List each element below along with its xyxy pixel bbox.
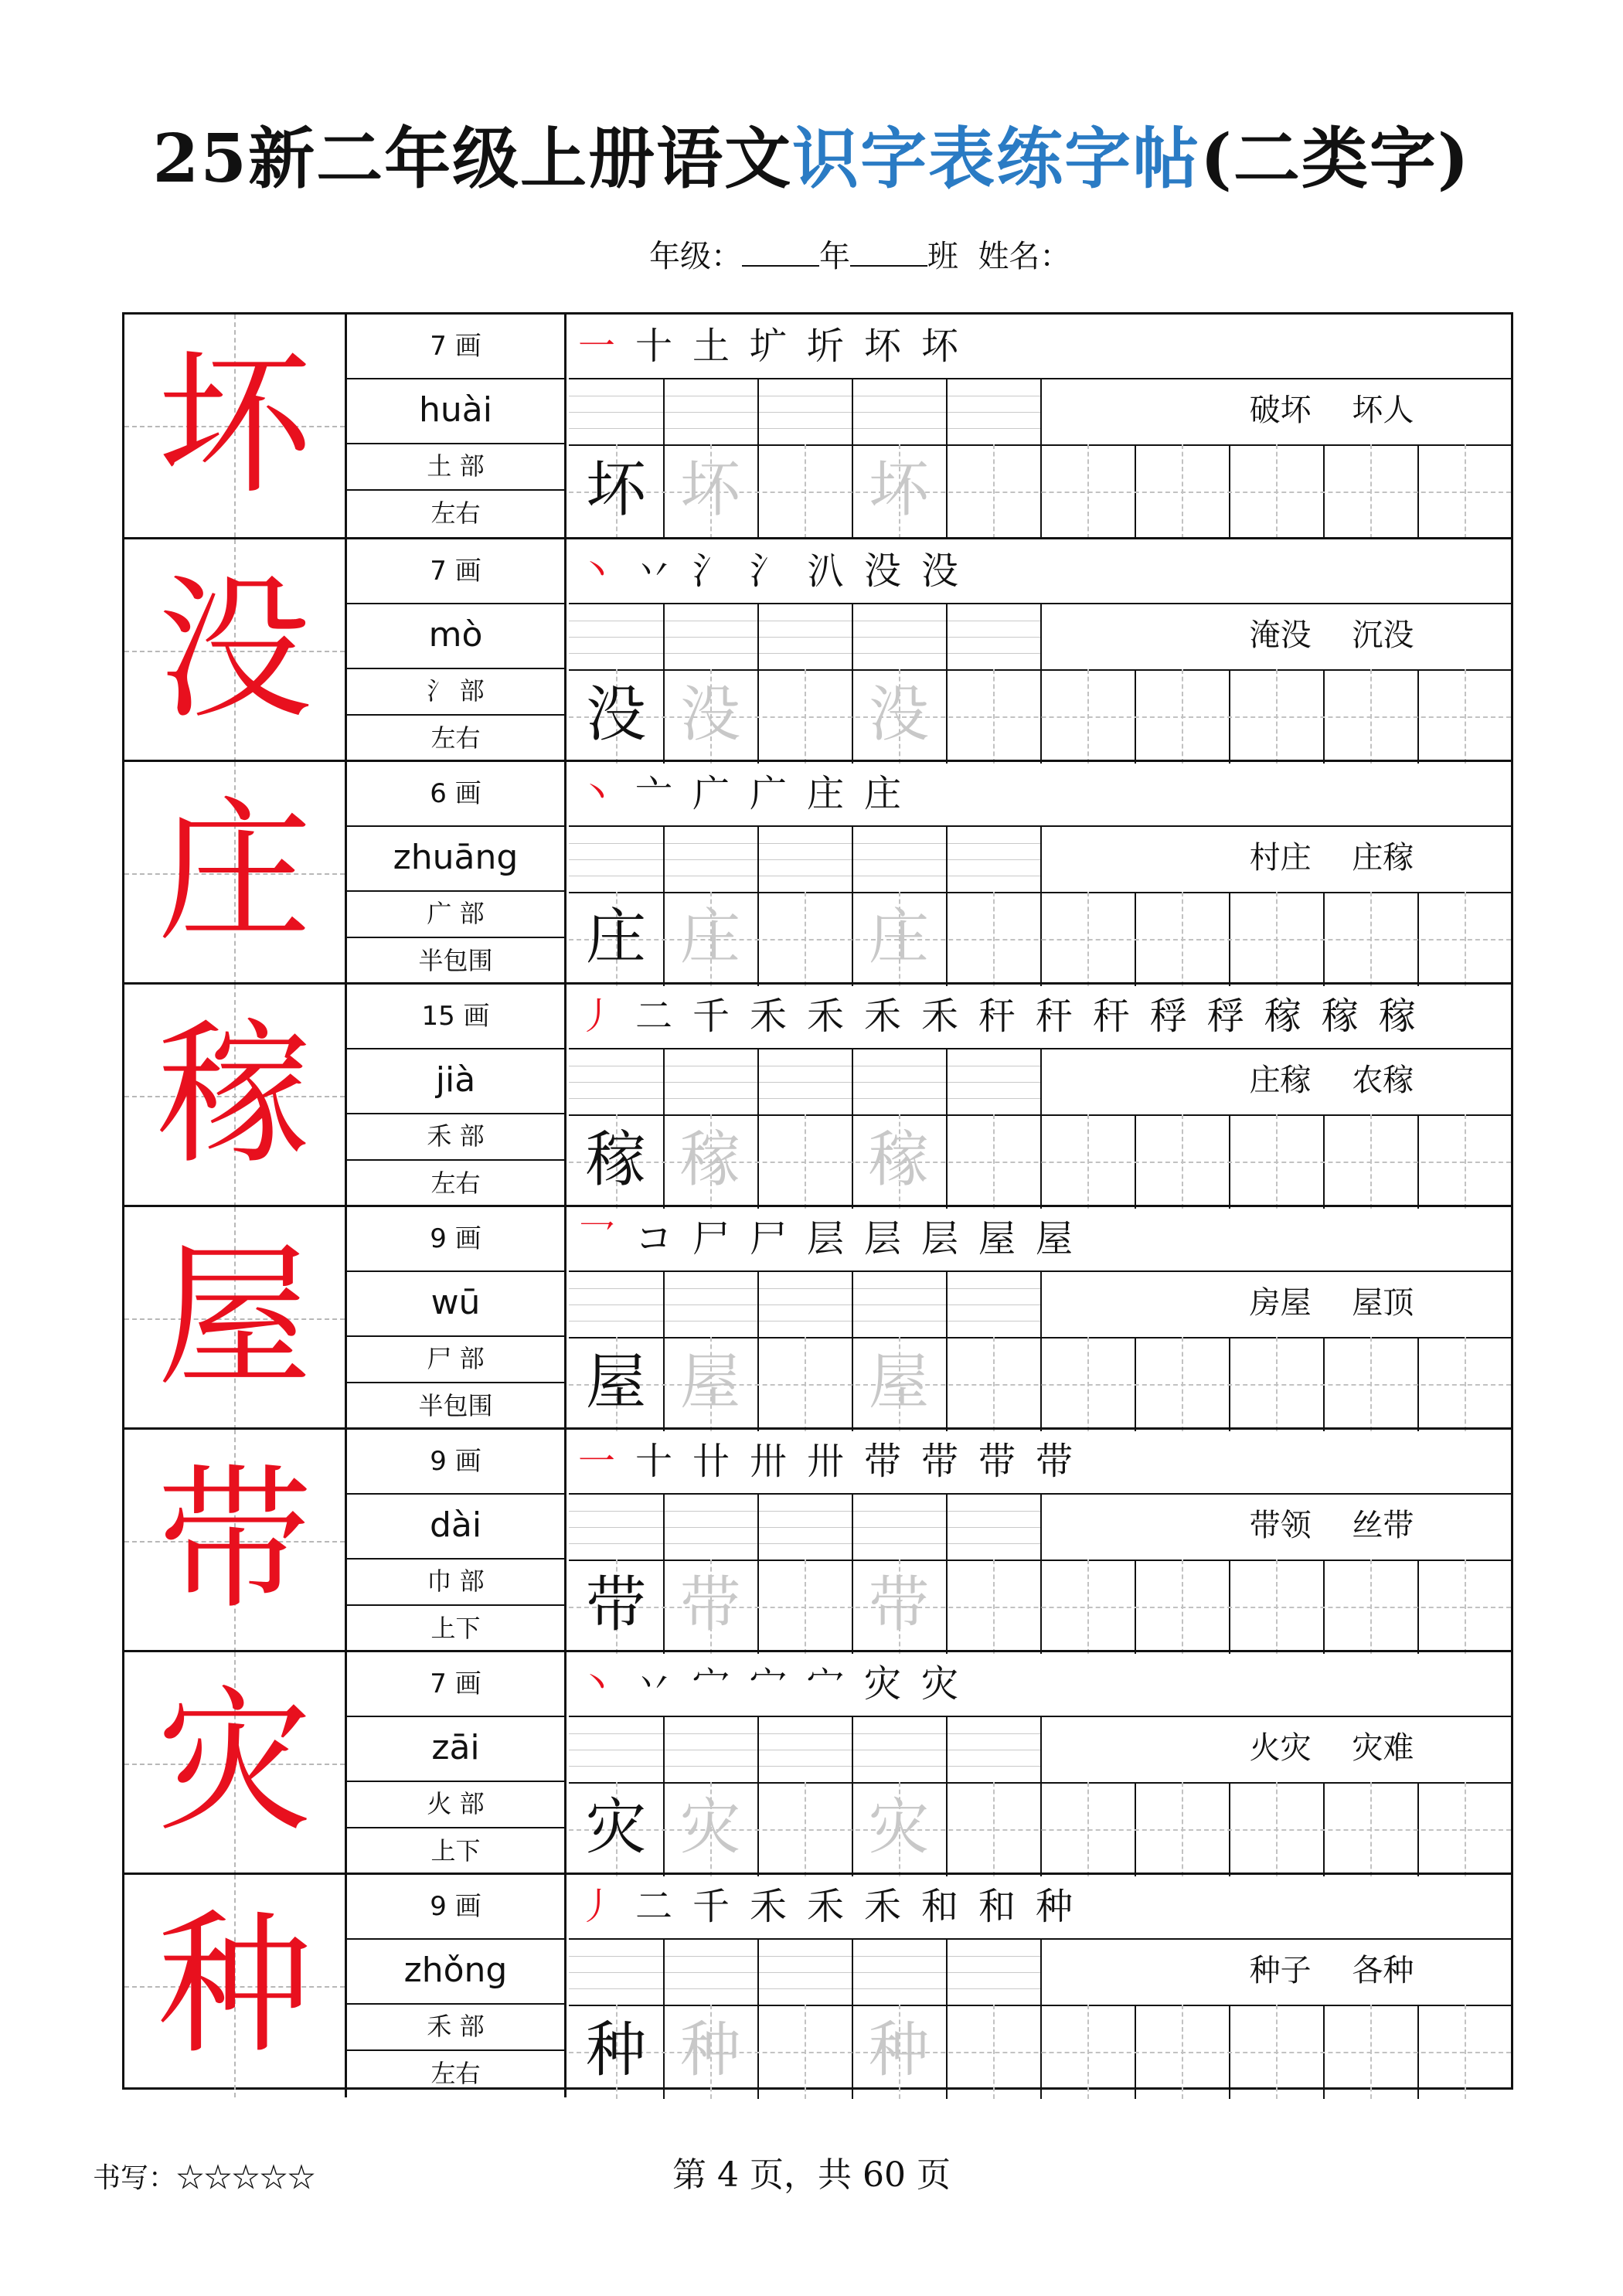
page-title bbox=[0, 105, 1623, 201]
stroke-step: 层 bbox=[863, 1217, 901, 1260]
practice-sheet bbox=[122, 312, 1513, 2090]
stroke-step: 圻 bbox=[806, 325, 844, 368]
big-character: 带 bbox=[157, 1451, 312, 1631]
stroke-step: 层 bbox=[920, 1217, 958, 1260]
stroke-step: 宀 bbox=[749, 1662, 787, 1706]
stroke-order bbox=[569, 1875, 1511, 1938]
stroke-step: 丷 bbox=[635, 549, 672, 593]
character-row bbox=[124, 982, 1511, 1205]
big-character: 没 bbox=[157, 560, 312, 740]
stroke-step: 坏 bbox=[863, 325, 901, 368]
pinyin: zhǒng bbox=[403, 1951, 508, 1990]
stroke-count: 7 画 bbox=[430, 331, 481, 362]
stroke-order bbox=[569, 1207, 1511, 1270]
model-character: 稼 bbox=[585, 1125, 646, 1195]
structure: 左右 bbox=[430, 2059, 481, 2088]
radical: 禾 部 bbox=[427, 2012, 485, 2041]
big-character-cell bbox=[124, 315, 347, 537]
stroke-step: 层 bbox=[806, 1217, 844, 1260]
stroke-step: 稼 bbox=[1264, 995, 1301, 1038]
stroke-step: 秆 bbox=[1092, 995, 1130, 1038]
structure: 半包围 bbox=[418, 1391, 493, 1420]
trace-character: 带 bbox=[679, 1570, 740, 1640]
stroke-step: 丶 bbox=[577, 772, 615, 815]
pinyin: zhuāng bbox=[393, 838, 519, 877]
pinyin: dài bbox=[429, 1505, 482, 1545]
radical: 氵 部 bbox=[427, 676, 485, 706]
stroke-step: 秆 bbox=[1035, 995, 1073, 1038]
stroke-step: 亠 bbox=[635, 772, 672, 815]
structure: 左右 bbox=[430, 498, 481, 528]
big-character: 坏 bbox=[157, 335, 312, 515]
stroke-step: 圹 bbox=[749, 325, 787, 368]
big-character: 稼 bbox=[157, 1005, 312, 1185]
big-character: 屋 bbox=[157, 1228, 312, 1408]
character-info bbox=[347, 985, 567, 1207]
stroke-count: 9 画 bbox=[430, 1446, 481, 1477]
stroke-order bbox=[569, 985, 1511, 1048]
stroke-step: 禾 bbox=[863, 995, 901, 1038]
stroke-step: 千 bbox=[692, 995, 730, 1038]
trace-character: 屋 bbox=[868, 1348, 929, 1417]
writing-rating: 书写：☆☆☆☆☆ bbox=[93, 2162, 316, 2194]
character-info bbox=[347, 539, 567, 762]
stroke-step: 没 bbox=[863, 549, 901, 593]
student-info-line bbox=[649, 232, 1070, 276]
stroke-step: 禾 bbox=[806, 1885, 844, 1928]
example-words: 破坏 坏人 bbox=[1249, 393, 1414, 428]
stroke-step: 二 bbox=[635, 1885, 672, 1928]
stroke-step: 氵 bbox=[749, 549, 787, 593]
structure: 左右 bbox=[430, 723, 481, 753]
stroke-step: 和 bbox=[920, 1885, 958, 1928]
stroke-step: 屋 bbox=[1035, 1217, 1073, 1260]
stroke-step: コ bbox=[635, 1217, 672, 1260]
structure: 左右 bbox=[430, 1168, 481, 1198]
trace-character: 稼 bbox=[868, 1125, 929, 1195]
year-blank[interactable] bbox=[742, 242, 819, 267]
stroke-step: 广 bbox=[749, 772, 787, 815]
stroke-count: 7 画 bbox=[430, 1668, 481, 1699]
stroke-step: 一 bbox=[577, 1440, 615, 1483]
model-character: 庄 bbox=[585, 903, 646, 972]
model-character: 没 bbox=[585, 680, 646, 750]
stroke-step: 和 bbox=[978, 1885, 1016, 1928]
stroke-step: 千 bbox=[692, 1885, 730, 1928]
pinyin: jià bbox=[435, 1060, 476, 1100]
pinyin: wū bbox=[430, 1283, 481, 1322]
stroke-step: 十 bbox=[635, 325, 672, 368]
stroke-step: 禾 bbox=[863, 1885, 901, 1928]
example-words: 村庄 庄稼 bbox=[1249, 840, 1414, 876]
radical: 土 部 bbox=[427, 451, 485, 481]
stroke-step: 十 bbox=[635, 1440, 672, 1483]
character-row bbox=[124, 537, 1511, 760]
trace-character: 庄 bbox=[868, 903, 929, 972]
character-row bbox=[124, 1205, 1511, 1427]
stroke-step: 宀 bbox=[692, 1662, 730, 1706]
stroke-step: 禾 bbox=[806, 995, 844, 1038]
stroke-count: 9 画 bbox=[430, 1223, 481, 1254]
character-info bbox=[347, 1207, 567, 1430]
example-words: 庄稼 农稼 bbox=[1249, 1063, 1414, 1098]
trace-character: 坏 bbox=[679, 455, 740, 525]
stroke-step: 灾 bbox=[863, 1662, 901, 1706]
pinyin: zāi bbox=[431, 1728, 480, 1767]
model-character: 灾 bbox=[585, 1793, 646, 1862]
stroke-step: 带 bbox=[863, 1440, 901, 1483]
stroke-order bbox=[569, 1652, 1511, 1716]
stroke-step: 秆 bbox=[978, 995, 1016, 1038]
trace-character: 灾 bbox=[679, 1793, 740, 1862]
character-info bbox=[347, 1875, 567, 2097]
character-row bbox=[124, 315, 1511, 537]
stroke-count: 7 画 bbox=[430, 556, 481, 587]
radical: 禾 部 bbox=[427, 1121, 485, 1151]
big-character-cell bbox=[124, 539, 347, 762]
structure: 上下 bbox=[430, 1836, 481, 1866]
trace-character: 种 bbox=[679, 2015, 740, 2085]
stroke-step: 稼 bbox=[1378, 995, 1416, 1038]
big-character-cell bbox=[124, 1875, 347, 2097]
trace-character: 种 bbox=[868, 2015, 929, 2085]
title-prefix: 25新二年级上册语文 bbox=[152, 120, 793, 198]
model-character: 种 bbox=[585, 2015, 646, 2085]
title-highlight: 识字表练字帖 bbox=[792, 120, 1201, 198]
big-character: 种 bbox=[157, 1896, 312, 2076]
example-words: 种子 各种 bbox=[1249, 1953, 1414, 1988]
grade-label: 年级： bbox=[649, 239, 742, 274]
stroke-step: 丿 bbox=[577, 995, 615, 1038]
radical: 广 部 bbox=[427, 899, 485, 928]
example-words: 房屋 屋顶 bbox=[1249, 1285, 1414, 1321]
stroke-step: 丶 bbox=[577, 549, 615, 593]
character-row bbox=[124, 1650, 1511, 1873]
stroke-step: 没 bbox=[920, 549, 958, 593]
stroke-step: 带 bbox=[1035, 1440, 1073, 1483]
stroke-step: 坏 bbox=[920, 325, 958, 368]
stroke-step: 一 bbox=[577, 325, 615, 368]
pinyin: huài bbox=[419, 390, 492, 430]
stroke-step: 丿 bbox=[577, 1885, 615, 1928]
big-character-cell bbox=[124, 1430, 347, 1652]
character-row bbox=[124, 760, 1511, 982]
example-words: 淹没 沉没 bbox=[1249, 617, 1414, 653]
stroke-step: 灾 bbox=[920, 1662, 958, 1706]
big-character-cell bbox=[124, 985, 347, 1207]
stroke-step: 尸 bbox=[692, 1217, 730, 1260]
example-words: 带领 丝带 bbox=[1249, 1508, 1414, 1543]
big-character-cell bbox=[124, 762, 347, 985]
stroke-step: 种 bbox=[1035, 1885, 1073, 1928]
stroke-step: 稃 bbox=[1149, 995, 1187, 1038]
class-blank[interactable] bbox=[850, 242, 927, 267]
big-character-cell bbox=[124, 1652, 347, 1875]
stroke-step: 丶 bbox=[577, 1662, 615, 1706]
name-label: 姓名： bbox=[978, 239, 1071, 274]
stroke-step: 卅 bbox=[749, 1440, 787, 1483]
radical: 尸 部 bbox=[427, 1344, 485, 1373]
stroke-step: 卄 bbox=[692, 1440, 730, 1483]
model-character: 屋 bbox=[585, 1348, 646, 1417]
stroke-order bbox=[569, 762, 1511, 825]
character-info bbox=[347, 762, 567, 985]
page-number: 第 4 页，共 60 页 bbox=[672, 2155, 951, 2195]
trace-character: 庄 bbox=[679, 903, 740, 972]
character-row bbox=[124, 1873, 1511, 2095]
stroke-order bbox=[569, 1430, 1511, 1493]
trace-character: 坏 bbox=[868, 455, 929, 525]
trace-character: 灾 bbox=[868, 1793, 929, 1862]
stroke-step: 禾 bbox=[749, 1885, 787, 1928]
stroke-step: 土 bbox=[692, 325, 730, 368]
big-character: 灾 bbox=[157, 1673, 312, 1853]
class-unit: 班 bbox=[927, 239, 958, 274]
example-words: 火灾 灾难 bbox=[1249, 1730, 1414, 1766]
stroke-step: 带 bbox=[920, 1440, 958, 1483]
structure: 半包围 bbox=[418, 946, 493, 975]
trace-character: 没 bbox=[679, 680, 740, 750]
stroke-step: 庄 bbox=[806, 772, 844, 815]
trace-character: 屋 bbox=[679, 1348, 740, 1417]
stroke-step: 带 bbox=[978, 1440, 1016, 1483]
stroke-step: 禾 bbox=[749, 995, 787, 1038]
title-suffix: (二类字) bbox=[1200, 120, 1471, 198]
stroke-step: 广 bbox=[692, 772, 730, 815]
stroke-step: 宀 bbox=[806, 1662, 844, 1706]
model-character: 带 bbox=[585, 1570, 646, 1640]
stroke-step: 尸 bbox=[749, 1217, 787, 1260]
structure: 上下 bbox=[430, 1614, 481, 1643]
stroke-order bbox=[569, 539, 1511, 603]
radical: 火 部 bbox=[427, 1789, 485, 1818]
character-info bbox=[347, 1652, 567, 1875]
year-unit: 年 bbox=[819, 239, 850, 274]
trace-character: 带 bbox=[868, 1570, 929, 1640]
model-character: 坏 bbox=[585, 455, 646, 525]
stroke-step: 禾 bbox=[920, 995, 958, 1038]
stroke-step: 屋 bbox=[978, 1217, 1016, 1260]
character-info bbox=[347, 1430, 567, 1652]
radical: 巾 部 bbox=[427, 1566, 485, 1596]
trace-character: 没 bbox=[868, 680, 929, 750]
character-row bbox=[124, 1427, 1511, 1650]
stroke-step: 汃 bbox=[806, 549, 844, 593]
stroke-step: 氵 bbox=[692, 549, 730, 593]
pinyin: mò bbox=[428, 615, 483, 655]
trace-character: 稼 bbox=[679, 1125, 740, 1195]
stroke-step: 乛 bbox=[577, 1217, 615, 1260]
stroke-step: 卅 bbox=[806, 1440, 844, 1483]
big-character-cell bbox=[124, 1207, 347, 1430]
stroke-step: 稼 bbox=[1321, 995, 1359, 1038]
big-character: 庄 bbox=[157, 783, 312, 963]
stroke-count: 6 画 bbox=[430, 778, 481, 809]
stroke-order bbox=[569, 315, 1511, 378]
stroke-step: 庄 bbox=[863, 772, 901, 815]
stroke-step: 二 bbox=[635, 995, 672, 1038]
stroke-step: 丷 bbox=[635, 1662, 672, 1706]
stroke-step: 稃 bbox=[1206, 995, 1244, 1038]
stroke-count: 15 画 bbox=[421, 1001, 490, 1032]
stroke-count: 9 画 bbox=[430, 1891, 481, 1922]
character-info bbox=[347, 315, 567, 537]
